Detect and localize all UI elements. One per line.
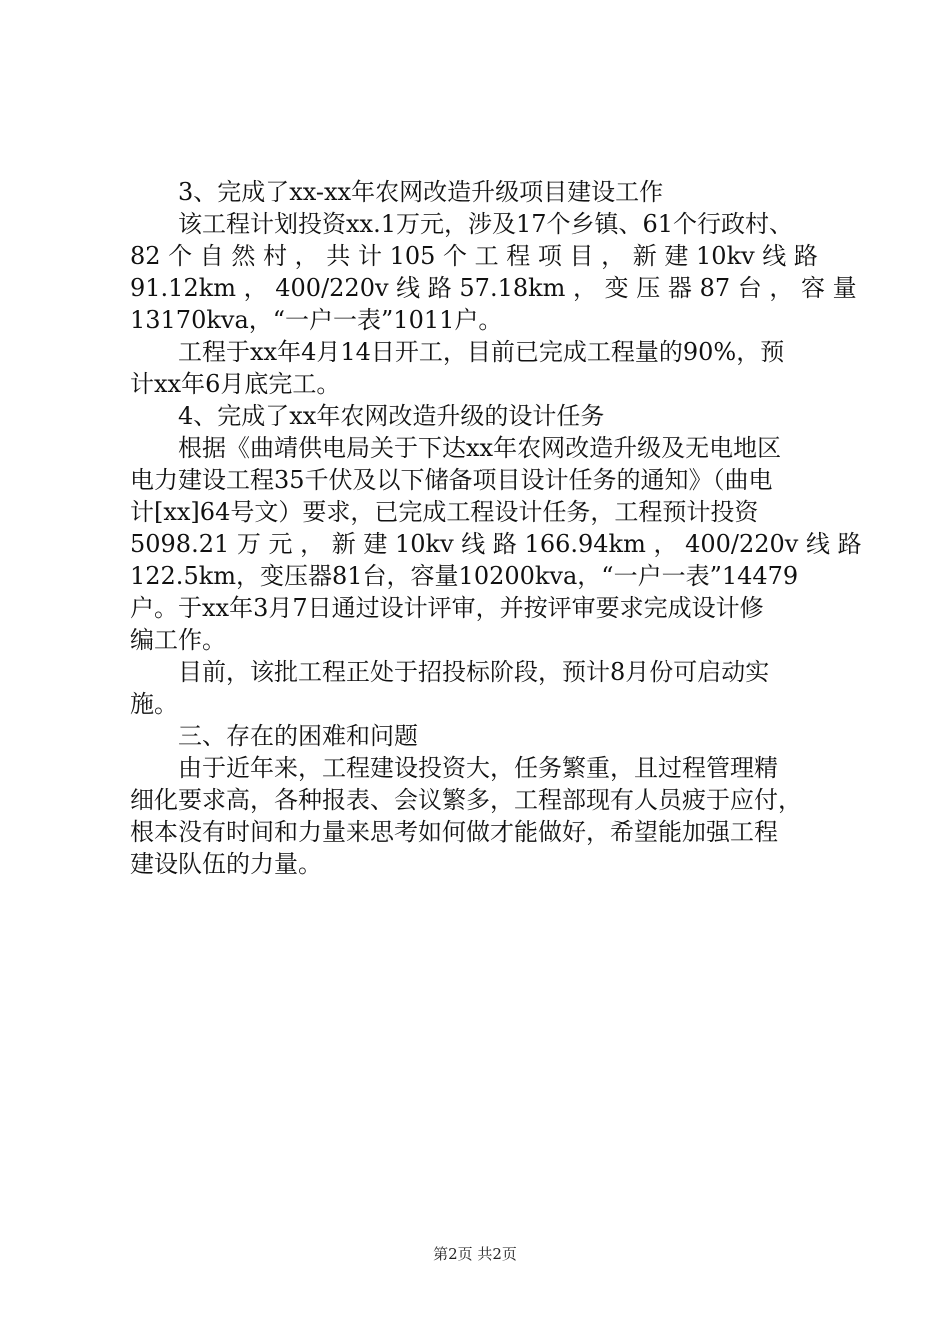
paragraph-line: 编工作。 bbox=[130, 626, 226, 654]
paragraph-line: 施。 bbox=[130, 690, 178, 718]
paragraph-line: 82 个 自 然 村 ， 共 计 105 个 工 程 项 目 ， 新 建 10kv 线 路 bbox=[130, 242, 818, 270]
paragraph-line: 由于近年来，工程建设投资大，任务繁重，且过程管理精 bbox=[178, 754, 778, 782]
paragraph-line: 根据《曲靖供电局关于下达xx年农网改造升级及无电地区 bbox=[178, 434, 782, 462]
paragraph-line: 目前，该批工程正处于招投标阶段，预计8月份可启动实 bbox=[178, 658, 770, 686]
paragraph-line: 户。于xx年3月7日通过设计评审，并按评审要求完成设计修 bbox=[130, 594, 764, 622]
section-heading: 三、存在的困难和问题 bbox=[178, 722, 418, 750]
paragraph-line: 122.5km，变压器81台，容量10200kva，“一户一表”14479 bbox=[130, 562, 799, 590]
paragraph-line: 5098.21 万 元 ， 新 建 10kv 线 路 166.94km ， 400/220v 线 路 bbox=[130, 530, 862, 558]
paragraph-line: 计xx年6月底完工。 bbox=[130, 370, 341, 398]
paragraph-line: 13170kva，“一户一表”1011户。 bbox=[130, 306, 503, 334]
heading-item-3: 3、完成了xx-xx年农网改造升级项目建设工作 bbox=[178, 178, 664, 206]
paragraph-line: 91.12km ， 400/220v 线 路 57.18km ， 变 压 器 87 台 ， 容 量 bbox=[130, 274, 857, 302]
paragraph-line: 该工程计划投资xx.1万元，涉及17个乡镇、61个行政村、 bbox=[178, 210, 794, 238]
page-number-footer: 第2页 共2页 bbox=[433, 1245, 517, 1263]
paragraph-line: 细化要求高，各种报表、会议繁多，工程部现有人员疲于应付， bbox=[130, 786, 802, 814]
paragraph-line: 工程于xx年4月14日开工，目前已完成工程量的90%，预 bbox=[178, 338, 785, 366]
paragraph-line: 根本没有时间和力量来思考如何做才能做好，希望能加强工程 bbox=[130, 818, 778, 846]
heading-item-4: 4、完成了xx年农网改造升级的设计任务 bbox=[178, 402, 605, 430]
paragraph-line: 计[xx]64号文）要求，已完成工程设计任务，工程预计投资 bbox=[130, 498, 759, 526]
paragraph-line: 电力建设工程35千伏及以下储备项目设计任务的通知》（曲电 bbox=[130, 466, 773, 494]
paragraph-line: 建设队伍的力量。 bbox=[130, 850, 322, 878]
